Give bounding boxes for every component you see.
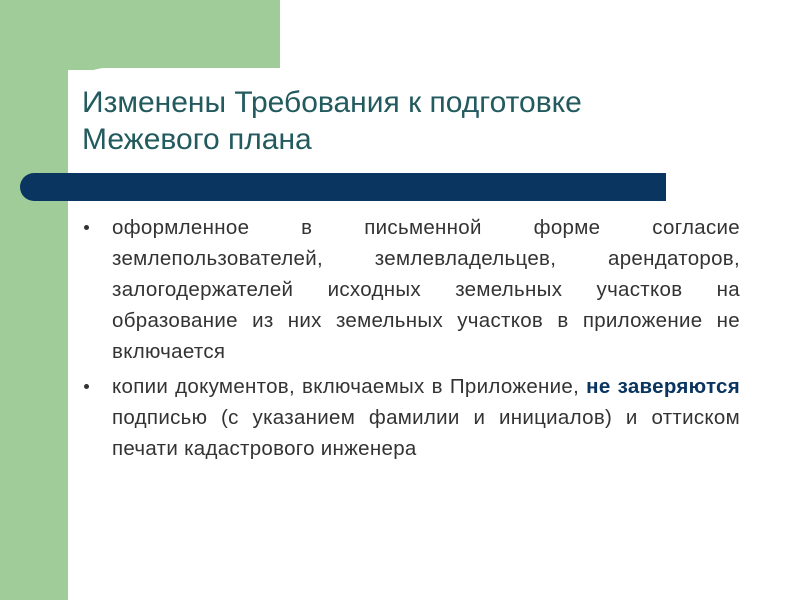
title-line-2: Межевого плана [82, 123, 312, 156]
green-decor-band-left [0, 0, 68, 600]
title-divider-bar [20, 173, 666, 201]
bullet-list [80, 212, 740, 468]
bullet-item [80, 212, 740, 367]
green-decor-band-top [0, 0, 280, 70]
bullet-text: оформленное в письменной форме согласие землепользователей, землевладельцев, арендаторов, залогодержателей исходных земельных участков на образование из них земельных участков в приложение не включается [112, 216, 740, 363]
bullet-emphasis: не заверяются [586, 375, 741, 398]
bullet-text-before: копии документов, включаемых в Приложение, [112, 375, 587, 398]
bullet-dot-icon [84, 384, 89, 389]
bullet-item [80, 371, 740, 464]
title-line-1: Изменены Требования к подготовке [82, 86, 582, 119]
bullet-text [112, 371, 740, 464]
bullet-text-after: подписью (с указанием фамилии и инициалов) и оттиском печати кадастрового инженера [112, 406, 740, 460]
bullet-dot-icon [84, 225, 89, 230]
slide-title [82, 84, 722, 158]
